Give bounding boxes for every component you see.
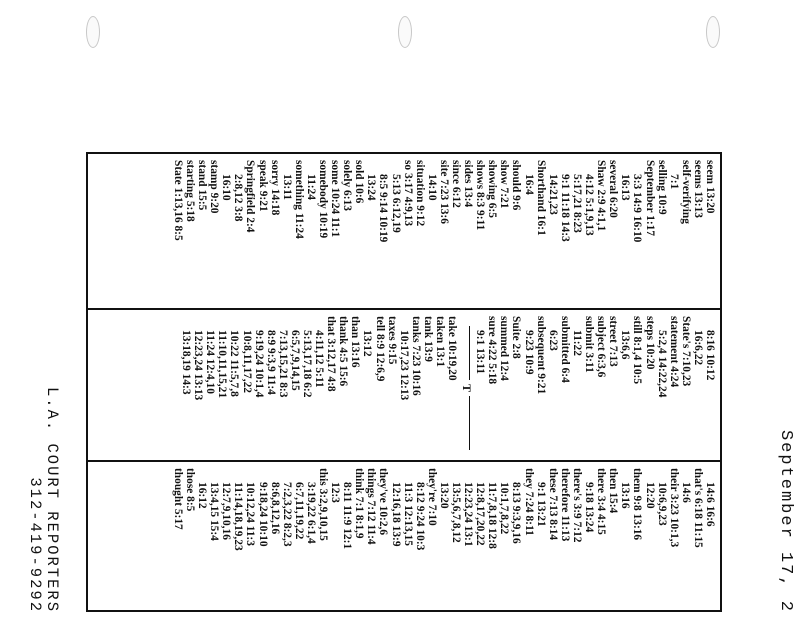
index-entry: then 15:4 (607, 468, 620, 514)
index-entry-continuation: 5:17,21 8:23 (570, 174, 583, 233)
index-entry-continuation: 5:2,4 14:22,24 (655, 330, 668, 398)
index-entry-continuation: 12:20 (643, 482, 656, 509)
index-entry-continuation: 12:8,17,20,22 (474, 482, 487, 546)
index-entry-continuation: 16:6,22 (691, 330, 704, 366)
index-entry-continuation: 10:22 11:5,7,8 (228, 330, 241, 397)
index-entry: selling 10:9 (655, 160, 668, 215)
index-entry: situation 9:12 (413, 160, 426, 227)
index-entry-continuation: 16:10 (220, 174, 233, 201)
word-index-table (86, 152, 722, 612)
index-entry: tank 13:9 (421, 316, 434, 362)
index-entry: sold 10:6 (353, 160, 366, 204)
index-entry-continuation: 13:11 (280, 174, 293, 200)
index-entry-continuation: 9:1 13:21 (534, 482, 547, 527)
index-entry: self-verifying (679, 160, 692, 224)
index-entry: starting 5:18 (183, 160, 196, 222)
index-entry-continuation: 6:7,11,19,22 (292, 482, 305, 540)
index-entry: solely 6:13 (341, 160, 354, 211)
index-entry-continuation: 12:23,24 13:1 (462, 482, 475, 547)
index-entry-continuation: 3:3 14:9 16:10 (631, 174, 644, 243)
index-entry: stamp 9:20 (208, 160, 221, 214)
index-entry: speak 9:21 (256, 160, 269, 212)
index-entry-continuation: 6:5,7,9,14,15 (288, 330, 301, 391)
index-entry-continuation: 16:4 (522, 174, 535, 195)
binder-hole-left (86, 16, 100, 48)
index-entry-continuation: 13:6,6 (619, 330, 632, 360)
index-entry: seem 13:20 (704, 160, 716, 214)
index-entry: showing 6:5 (486, 160, 499, 218)
index-entry-continuation: 8:12 9:24 10:3 (413, 482, 426, 551)
index-entry: State 1:13,16 8:5 (171, 160, 184, 241)
index-entry-continuation: 13:24 (365, 174, 378, 201)
index-entry-continuation: 9:1 11:18 14:3 (558, 174, 571, 242)
index-entry-continuation: 14:6 (679, 482, 692, 503)
index-entry: steps 10:20 (643, 316, 656, 370)
index-entry: Springfield 2:4 (244, 160, 257, 233)
index-column-1 (88, 154, 720, 308)
index-entry: show 7:21 (498, 160, 511, 209)
rotated-page (0, 108, 800, 618)
index-entry-continuation: 8:5 9:14 10:19 (377, 174, 390, 243)
index-entry: there's 3:9 7:12 (570, 468, 583, 543)
index-entry: their 3:23 10:1,3 (667, 468, 680, 548)
binder-hole-center (398, 16, 412, 48)
index-entry: Shaw 2:9 4:1,1 (595, 160, 608, 232)
index-entry: take 10:19,20 (446, 316, 459, 381)
index-entry-continuation: 11:7,8,18 12:8 (486, 482, 499, 549)
index-entry: they're 7:10 (425, 468, 438, 526)
index-entry-continuation: 16:13 (619, 174, 632, 201)
footer-company: L.A. COURT REPORTERS (43, 386, 61, 613)
index-entry-continuation: 10:8,11,17,22 (240, 330, 253, 393)
index-entry-continuation: 14:10 (425, 174, 438, 201)
index-entry: there 3:4 4:15 (595, 468, 608, 535)
index-entry-continuation: 10:12,24 11:3 (244, 482, 257, 546)
index-entry-continuation: 7:1 (667, 174, 680, 190)
index-entry: tell 8:9 12:6,9 (373, 316, 386, 382)
index-entry-continuation: 11:22 (570, 330, 583, 356)
footer-phone: 312-419-9292 (26, 477, 44, 613)
index-entry-continuation: 10:1,7,8,22 (498, 482, 511, 535)
index-entry-continuation: 10:17,23 12:13 (397, 330, 410, 401)
letter-heading (459, 316, 473, 460)
index-entry: should 9:6 (510, 160, 523, 211)
index-entry-continuation: 12:7,9,10,16 (220, 482, 233, 540)
index-entry: Shorthand 16:1 (534, 160, 547, 236)
index-entry-continuation: 13:12 (361, 330, 374, 357)
index-entry: some 10:24 11:1 (329, 160, 342, 238)
index-entry: taken 13:1 (434, 316, 447, 367)
index-entry-continuation: 4:12 5:1,9,13 (583, 174, 596, 236)
index-entry-continuation: 13:18,19 14:3 (180, 330, 193, 395)
index-entry: something 11:24 (292, 160, 305, 239)
index-entry: State's 7:10,23 (679, 316, 692, 387)
page-footer (20, 108, 60, 613)
index-entry: street 7:13 (607, 316, 620, 367)
index-entry-continuation: 13:20 (437, 482, 450, 509)
index-entry: Suite 2:8 (510, 316, 523, 359)
page-header (770, 108, 800, 613)
index-entry: stand 15:5 (196, 160, 209, 211)
index-entry: think 7:1 8:1,9 (353, 468, 366, 539)
index-entry-continuation: 11:3 12:13,15 (401, 482, 414, 546)
letter-heading-text: T (460, 380, 474, 396)
index-entry-continuation: 11:24 (304, 174, 317, 200)
index-entry: so 3:17 4:9,13 (401, 160, 414, 227)
index-entry: them 9:8 13:16 (631, 468, 644, 541)
index-entry-continuation: 9:19,24 10:1,4 (252, 330, 265, 398)
index-entry: things 7:12 11:4 (365, 468, 378, 545)
index-entry-continuation: 13:16 (619, 482, 632, 509)
index-entry: this 3:2,9,10,15 (317, 468, 329, 541)
index-entry: shows 8:3 9:11 (474, 160, 487, 231)
index-entry-continuation: 2:8,12 3:8 (232, 174, 245, 222)
index-entry: taxes 9:15 (385, 316, 398, 365)
index-entry-continuation: 10:6,9,23 (655, 482, 668, 526)
index-entry: several 6:20 (607, 160, 620, 218)
index-entry-continuation: 9:18,24 10:10 (256, 482, 269, 547)
index-entry: sorry 14:18 (268, 160, 281, 216)
index-entry: tanks 7:23 10:16 (409, 316, 422, 396)
index-entry: submit 3:11 (583, 316, 596, 373)
index-entry: they've 10:2,6 (377, 468, 390, 536)
index-entry-continuation: 7:2,3,22 8:2,3 (280, 482, 293, 547)
header-date: September 17, 2 (776, 429, 795, 613)
index-entry-continuation: 11:24 12:4,10 (204, 330, 217, 394)
index-entry-continuation: 13:4,15 15:4 (208, 482, 221, 541)
index-entry-continuation: 14:6 16:6 (704, 482, 716, 527)
index-column-3 (88, 460, 720, 612)
index-entry: since 6:12 (450, 160, 463, 208)
index-entry-continuation: 8:16 10:12 (704, 330, 716, 381)
index-entry-continuation: 8:9 9:3,9 11:4 (264, 330, 277, 395)
index-entry: sure 4:22 5:18 (486, 316, 499, 385)
index-entry: they 7:24 8:11 (522, 468, 535, 536)
index-entry-continuation: 14:21,23 (546, 174, 559, 215)
index-entry-continuation: 9:23 10:9 (522, 330, 535, 375)
index-entry-continuation: 7:13,15,21 8:3 (276, 330, 289, 398)
index-entry: somebody 10:19 (317, 160, 329, 239)
index-entry-continuation: 8:11 11:9 12:1 (341, 482, 354, 550)
index-entry-continuation: 4:11,12 5:11 (313, 330, 326, 388)
index-entry-continuation: 3:19,22 6:1,4 (304, 482, 317, 544)
index-entry: sides 13:4 (462, 160, 475, 208)
index-entry: subject 6:3,6 (595, 316, 608, 378)
index-entry: those 8:5 (183, 468, 196, 512)
index-entry: thank 4:5 15:6 (337, 316, 350, 387)
index-entry-continuation: 5:13 6:12,19 (389, 174, 402, 233)
index-entry: therefore 11:13 (558, 468, 571, 542)
index-entry-continuation: 9:1 13:11 (474, 330, 487, 374)
index-entry-continuation: 8:13 9:3,9,16 (510, 482, 523, 544)
index-entry: September 1:17 (643, 160, 656, 237)
index-column-2 (88, 308, 720, 460)
index-entry-continuation: 11:14,18,19,23 (232, 482, 245, 551)
index-entry: subsequent 9:21 (534, 316, 547, 395)
binder-hole-right (706, 16, 720, 48)
index-entry-continuation: 11:10,11,15,21 (216, 330, 229, 399)
index-entry-continuation: 9:18 13:24 (583, 482, 596, 533)
index-entry-continuation: 12:3 (329, 482, 342, 503)
index-entry: than 13:16 (349, 316, 362, 368)
index-entry: that's 6:18 11:15 (691, 468, 704, 548)
index-entry: summed 12:4 (498, 316, 511, 381)
index-entry-continuation: 13:5,6,7,8,12 (450, 482, 463, 543)
index-entry-continuation: 12:16,18 13:9 (389, 482, 402, 547)
index-entry-continuation: 6:23 (546, 330, 559, 351)
index-entry: site 7:23 13:6 (437, 160, 450, 224)
index-entry: submitted 6:4 (558, 316, 571, 383)
index-entry: still 8:1,4 10:5 (631, 316, 644, 385)
index-entry-continuation: 12:23,24 13:13 (192, 330, 205, 401)
index-entry: seems 13:13 (691, 160, 704, 218)
index-entry: that 3:12,17 4:8 (325, 316, 338, 392)
index-entry: thought 5:17 (171, 468, 184, 530)
index-entry-continuation: 8:6,8,12,16 (268, 482, 281, 535)
index-entry-continuation: 5:13,17,18 6:2 (301, 330, 313, 398)
index-entry: these 7:13 8:14 (546, 468, 559, 541)
index-entry-continuation: 16:12 (196, 482, 209, 509)
index-entry: statement 4:24 (667, 316, 680, 388)
